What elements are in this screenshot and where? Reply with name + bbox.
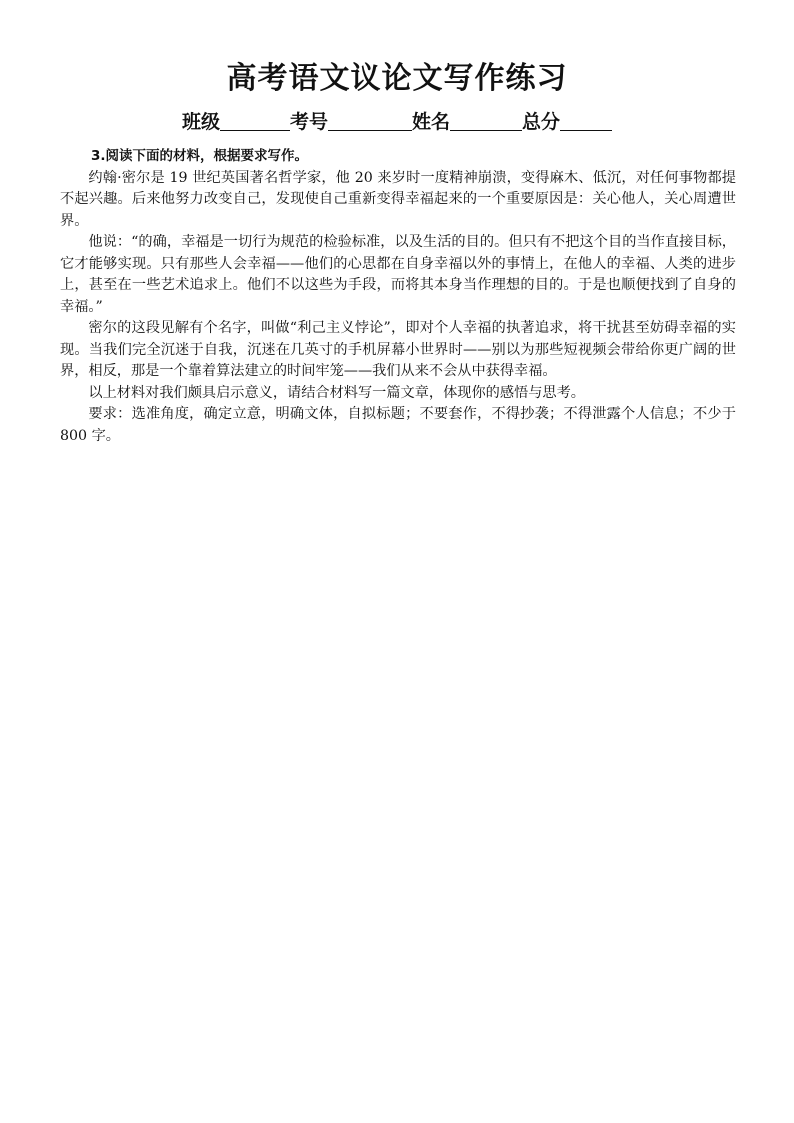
name-label: 姓名 <box>412 111 451 133</box>
question-prompt: 3.阅读下面的材料，根据要求写作。 <box>91 148 309 164</box>
score-blank <box>560 110 612 131</box>
class-blank <box>220 110 290 131</box>
name-blank <box>450 110 522 131</box>
material-paragraph: 约翰·密尔是 19 世纪英国著名哲学家，他 20 来岁时一度精神崩溃，变得麻木、低沉，对任何事物都提不起兴趣。后来他努力改变自己，发现使自己重新变得幸福起来的一个重要原因是：关心他人，关心周遭世界。 <box>60 169 736 229</box>
exam-number-label: 考号 <box>289 111 328 133</box>
score-label: 总分 <box>522 111 561 133</box>
material-paragraph: 密尔的这段见解有个名字，叫做“利己主义悖论”，即对个人幸福的执著追求，将干扰甚至妨碍幸福的实现。当我们完全沉迷于自我，沉迷在几英寸的手机屏幕小世界时——别以为那些短视频会带给你更广阔的世界，相反，那是一个靠着算法建立的时间牢笼——我们从来不会从中获得幸福。 <box>60 320 736 379</box>
requirements-paragraph: 要求：选准角度，确定立意，明确文体，自拟标题；不要套作，不得抄袭；不得泄露个人信息；不少于 800 字。 <box>60 406 736 444</box>
class-label: 班级 <box>181 111 220 133</box>
page-title: 高考语文议论文写作练习 <box>226 61 568 96</box>
question-content <box>60 146 736 447</box>
student-info-line <box>0 108 794 136</box>
exam-number-blank <box>328 110 412 131</box>
material-paragraph: 他说：“的确，幸福是一切行为规范的检验标准，以及生活的目的。但只有不把这个目的当作直接目标，它才能够实现。只有那些人会幸福——他们的心思都在自身幸福以外的事情上，在他人的幸福、人类的进步上，甚至在一些艺术追求上。他们不以这些为手段，而将其本身当作理想的目的。于是也顺便找到了自身的幸福。” <box>60 234 736 315</box>
instruction-paragraph: 以上材料对我们颇具启示意义，请结合材料写一篇文章，体现你的感悟与思考。 <box>88 384 585 401</box>
